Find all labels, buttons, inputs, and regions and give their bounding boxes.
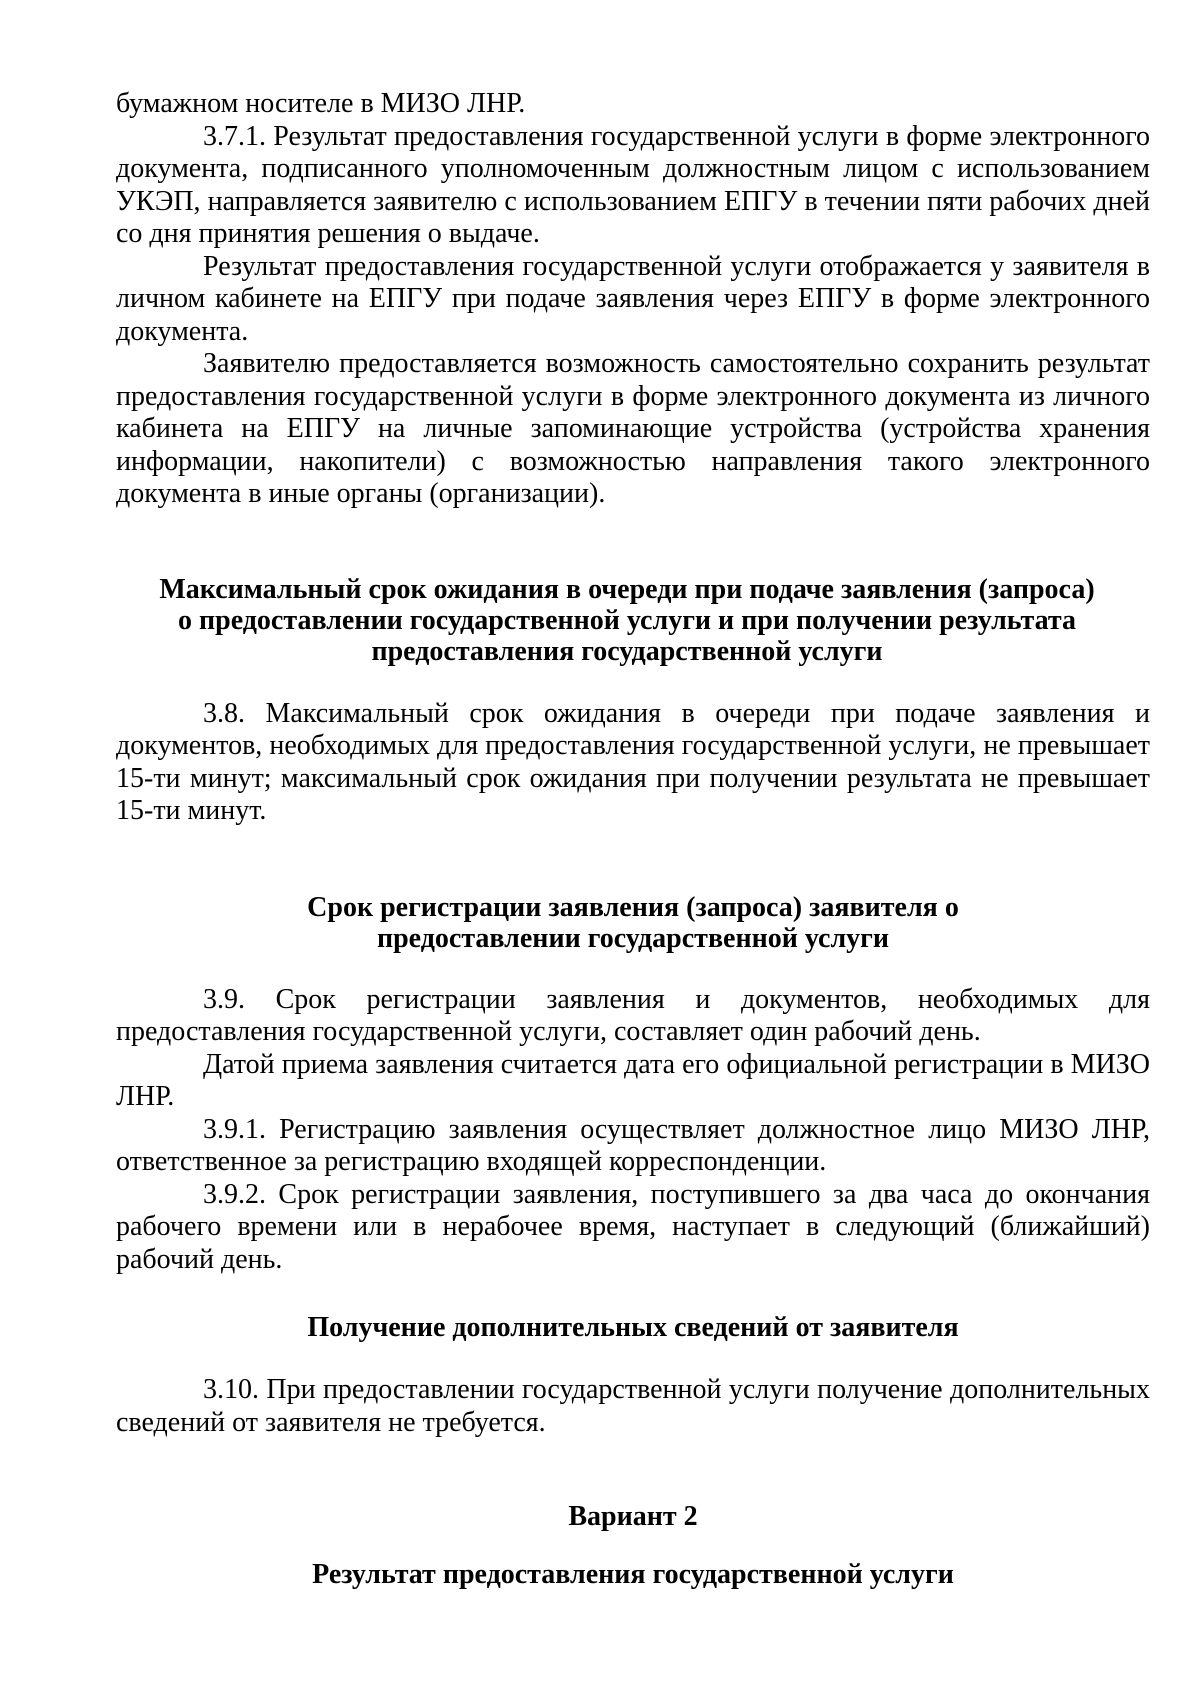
paragraph-3-9-2: 3.9.2. Срок регистрации заявления, поступившего за два часа до окончания рабочего времени или в нерабочее время, наступает в следующий (ближайший) рабочий день. bbox=[116, 1178, 1150, 1275]
document-content bbox=[116, 88, 1150, 1590]
paragraph-3-7-1: 3.7.1. Результат предоставления государственной услуги в форме электронного документа, подписанного уполномоченным должностным лицом с использованием УКЭП, направляется заявителю с использованием ЕПГУ в течении пяти рабочих дней со дня принятия решения о выдаче. bbox=[116, 120, 1150, 249]
paragraph-receipt-date: Датой приема заявления считается дата его официальной регистрации в МИЗО ЛНР. bbox=[116, 1048, 1150, 1112]
paragraph-continuation: бумажном носителе в МИЗО ЛНР. bbox=[116, 88, 526, 119]
paragraph-result-display: Результат предоставления государственной услуги отображается у заявителя в личном кабинете на ЕПГУ при подаче заявления через ЕПГУ в форме электронного документа. bbox=[116, 250, 1150, 347]
heading-wait-time: Максимальный срок ожидания в очереди при подаче заявления (запроса) о предоставлении государственной услуги и при получении результата предоставления государственной услуги bbox=[159, 573, 1095, 667]
paragraph-3-8: 3.8. Максимальный срок ожидания в очереди при подаче заявления и документов, необходимых для предоставления государственной услуги, не превышает 15-ти минут; максимальный срок ожидания при получении результата не превышает 15-ти минут. bbox=[116, 697, 1150, 826]
heading-result: Результат предоставления государственной услуги bbox=[312, 1559, 954, 1590]
paragraph-3-9: 3.9. Срок регистрации заявления и документов, необходимых для предоставления государственной услуги, составляет один рабочий день. bbox=[116, 983, 1150, 1047]
paragraph-3-9-1: 3.9.1. Регистрацию заявления осуществляет должностное лицо МИЗО ЛНР, ответственное за регистрацию входящей корреспонденции. bbox=[116, 1113, 1150, 1177]
paragraph-3-10: 3.10. При предоставлении государственной услуги получение дополнительных сведений от заявителя не требуется. bbox=[116, 1374, 1150, 1438]
paragraph-save-possibility: Заявителю предоставляется возможность самостоятельно сохранить результат предоставления государственной услуги в форме электронного документа из личного кабинета на ЕПГУ на личные запоминающие устройства (устройства хранения информации, накопители) с возможностью направления такого электронного документа в иные органы (организации). bbox=[116, 348, 1150, 509]
heading-additional-info: Получение дополнительных сведений от заявителя bbox=[307, 1312, 959, 1343]
heading-variant: Вариант 2 bbox=[568, 1501, 698, 1532]
heading-registration: Срок регистрации заявления (запроса) заявителя о предоставлении государственной услуги bbox=[307, 891, 959, 954]
